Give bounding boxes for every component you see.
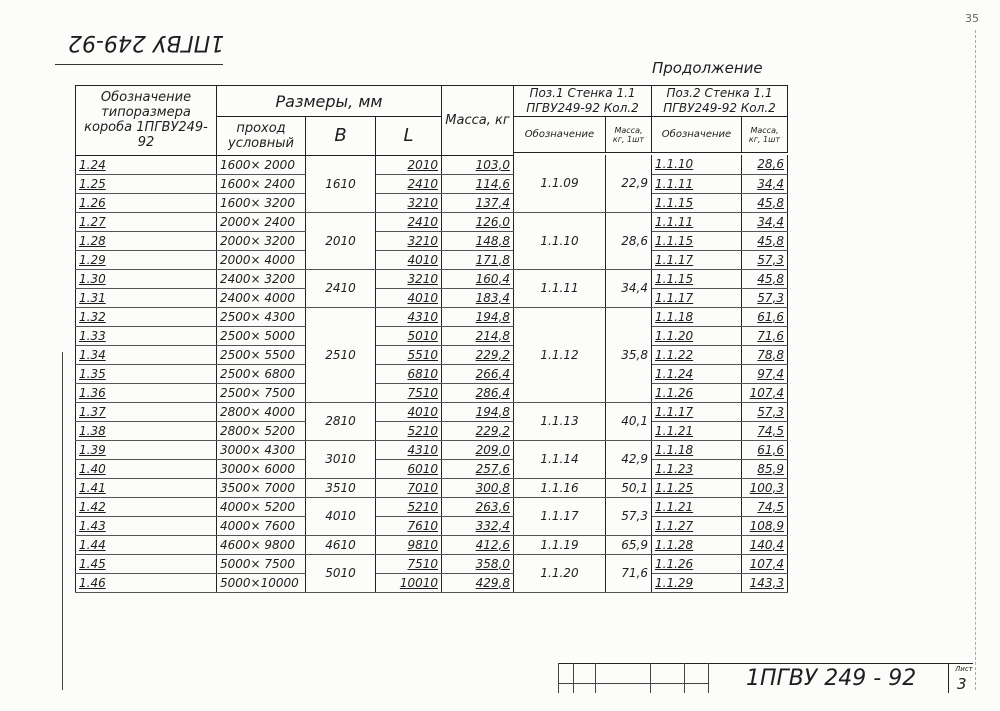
- cell-b: 2010: [306, 212, 376, 269]
- table-row: [76, 269, 788, 288]
- cell-passage: 2000× 3200: [217, 231, 306, 250]
- header-pos2-mass: Масса, кг, 1шт: [742, 117, 788, 153]
- cell-mass: 194,8: [442, 307, 514, 326]
- cell-passage: 5000× 7500: [217, 554, 306, 573]
- cell-mass: 148,8: [442, 231, 514, 250]
- cell-l: 5010: [376, 326, 442, 345]
- cell-pos2-designation: 1.1.17: [652, 250, 742, 269]
- header-passage: проход условный: [217, 117, 306, 156]
- cell-pos1-mass: 34,4: [606, 269, 652, 307]
- header-b: B: [306, 117, 376, 156]
- cell-b: 2810: [306, 402, 376, 440]
- cell-l: 7510: [376, 554, 442, 573]
- cell-passage: 3000× 6000: [217, 459, 306, 478]
- cell-l: 5510: [376, 345, 442, 364]
- cell-mass: 266,4: [442, 364, 514, 383]
- cell-pos2-designation: 1.1.15: [652, 231, 742, 250]
- cell-pos2-designation: 1.1.21: [652, 497, 742, 516]
- cell-pos2-designation: 1.1.20: [652, 326, 742, 345]
- dimensions-table: [75, 85, 788, 593]
- cell-pos1-mass: 42,9: [606, 440, 652, 478]
- cell-pos2-designation: 1.1.21: [652, 421, 742, 440]
- cell-pos2-mass: 34,4: [742, 212, 788, 231]
- title-block-cells: [558, 663, 708, 693]
- cell-pos2-mass: 45,8: [742, 193, 788, 212]
- cell-pos2-mass: 85,9: [742, 459, 788, 478]
- cell-code: 1.32: [76, 307, 217, 326]
- cell-mass: 183,4: [442, 288, 514, 307]
- table-row: [76, 478, 788, 497]
- cell-code: 1.40: [76, 459, 217, 478]
- cell-code: 1.35: [76, 364, 217, 383]
- cell-pos2-designation: 1.1.29: [652, 573, 742, 592]
- cell-code: 1.43: [76, 516, 217, 535]
- cell-pos2-mass: 107,4: [742, 383, 788, 402]
- cell-l: 2410: [376, 174, 442, 193]
- sheet-number: 3: [957, 675, 967, 693]
- cell-pos2-designation: 1.1.28: [652, 535, 742, 554]
- cell-pos1-designation: 1.1.17: [514, 497, 606, 535]
- cell-b: 4610: [306, 535, 376, 554]
- table-row: [76, 516, 788, 535]
- cell-l: 3210: [376, 193, 442, 212]
- cell-b: 3010: [306, 440, 376, 478]
- cell-code: 1.28: [76, 231, 217, 250]
- cell-passage: 2500× 5000: [217, 326, 306, 345]
- cell-code: 1.27: [76, 212, 217, 231]
- cell-mass: 126,0: [442, 212, 514, 231]
- cell-passage: 1600× 2400: [217, 174, 306, 193]
- cell-mass: 332,4: [442, 516, 514, 535]
- table-row: [76, 440, 788, 459]
- cell-passage: 1600× 3200: [217, 193, 306, 212]
- cell-pos2-designation: 1.1.15: [652, 193, 742, 212]
- cell-mass: 300,8: [442, 478, 514, 497]
- cell-mass: 429,8: [442, 573, 514, 592]
- header-pos2: Поз.2 Стенка 1.1 ПГВУ249-92 Кол.2: [652, 86, 788, 117]
- table-row: [76, 535, 788, 554]
- cell-pos2-designation: 1.1.10: [652, 155, 742, 174]
- cell-pos2-designation: 1.1.17: [652, 402, 742, 421]
- table-row: [76, 307, 788, 326]
- cell-pos2-mass: 74,5: [742, 497, 788, 516]
- cell-passage: 3500× 7000: [217, 478, 306, 497]
- cell-l: 4310: [376, 440, 442, 459]
- cell-pos2-mass: 100,3: [742, 478, 788, 497]
- cell-mass: 171,8: [442, 250, 514, 269]
- cell-mass: 103,0: [442, 155, 514, 174]
- cell-pos1-mass: 57,3: [606, 497, 652, 535]
- cell-code: 1.26: [76, 193, 217, 212]
- cell-pos2-designation: 1.1.11: [652, 212, 742, 231]
- table-row: [76, 573, 788, 592]
- header-pos1: Поз.1 Стенка 1.1 ПГВУ249-92 Кол.2: [514, 86, 652, 117]
- cell-passage: 2500× 6800: [217, 364, 306, 383]
- header-pos1-mass: Масса, кг, 1шт: [606, 117, 652, 153]
- cell-pos2-mass: 78,8: [742, 345, 788, 364]
- sheet-label: Лист: [955, 665, 973, 673]
- title-block-code: 1ПГВУ 249 - 92: [746, 666, 917, 691]
- cell-l: 7010: [376, 478, 442, 497]
- cell-code: 1.42: [76, 497, 217, 516]
- cell-l: 9810: [376, 535, 442, 554]
- cell-l: 2410: [376, 212, 442, 231]
- cell-passage: 2400× 4000: [217, 288, 306, 307]
- table-row: [76, 193, 788, 212]
- cell-l: 10010: [376, 573, 442, 592]
- cell-passage: 4000× 7600: [217, 516, 306, 535]
- cell-pos1-designation: 1.1.19: [514, 535, 606, 554]
- cell-code: 1.33: [76, 326, 217, 345]
- cell-code: 1.34: [76, 345, 217, 364]
- cell-pos2-designation: 1.1.18: [652, 440, 742, 459]
- corner-mark: 35: [965, 12, 979, 25]
- cell-pos2-designation: 1.1.17: [652, 288, 742, 307]
- header-pos1-designation: Обозначение: [514, 117, 606, 153]
- cell-mass: 263,6: [442, 497, 514, 516]
- cell-l: 4010: [376, 288, 442, 307]
- cell-pos1-designation: 1.1.20: [514, 554, 606, 592]
- cell-passage: 5000×10000: [217, 573, 306, 592]
- cell-code: 1.41: [76, 478, 217, 497]
- cell-pos2-mass: 61,6: [742, 307, 788, 326]
- cell-l: 5210: [376, 497, 442, 516]
- cell-b: 2410: [306, 269, 376, 307]
- document-code-rotated: 1ПГВУ 249-92: [68, 30, 225, 55]
- cell-code: 1.45: [76, 554, 217, 573]
- cell-pos2-mass: 140,4: [742, 535, 788, 554]
- cell-passage: 2800× 5200: [217, 421, 306, 440]
- cell-pos2-mass: 71,6: [742, 326, 788, 345]
- cell-code: 1.25: [76, 174, 217, 193]
- header-designation: Обозначение типоразмера короба 1ПГВУ249-92: [76, 86, 217, 156]
- cell-b: 3510: [306, 478, 376, 497]
- cell-pos1-mass: 71,6: [606, 554, 652, 592]
- side-stamp-strip: [32, 352, 63, 690]
- cell-l: 4310: [376, 307, 442, 326]
- cell-code: 1.31: [76, 288, 217, 307]
- cell-mass: 114,6: [442, 174, 514, 193]
- title-block-row-line: [558, 683, 708, 684]
- cell-passage: 2500× 4300: [217, 307, 306, 326]
- table-row: [76, 288, 788, 307]
- cell-pos1-mass: 65,9: [606, 535, 652, 554]
- cell-pos2-mass: 28,6: [742, 155, 788, 174]
- cell-pos1-mass: 40,1: [606, 402, 652, 440]
- table-row: [76, 554, 788, 573]
- table-row: [76, 155, 788, 174]
- cell-mass: 229,2: [442, 421, 514, 440]
- cell-passage: 2400× 3200: [217, 269, 306, 288]
- cell-l: 6810: [376, 364, 442, 383]
- cell-l: 7610: [376, 516, 442, 535]
- cell-code: 1.36: [76, 383, 217, 402]
- cell-pos2-mass: 45,8: [742, 269, 788, 288]
- cell-pos2-designation: 1.1.15: [652, 269, 742, 288]
- cell-pos1-designation: 1.1.12: [514, 307, 606, 402]
- cell-pos2-designation: 1.1.26: [652, 383, 742, 402]
- cell-mass: 257,6: [442, 459, 514, 478]
- cell-b: 1610: [306, 155, 376, 212]
- cell-l: 4010: [376, 402, 442, 421]
- table-row: [76, 402, 788, 421]
- cell-code: 1.39: [76, 440, 217, 459]
- header-l: L: [376, 117, 442, 156]
- cell-mass: 229,2: [442, 345, 514, 364]
- cell-code: 1.24: [76, 155, 217, 174]
- table-row: [76, 326, 788, 345]
- cell-l: 2010: [376, 155, 442, 174]
- cell-mass: 209,0: [442, 440, 514, 459]
- cell-passage: 2000× 4000: [217, 250, 306, 269]
- cell-pos2-mass: 108,9: [742, 516, 788, 535]
- cell-passage: 4000× 5200: [217, 497, 306, 516]
- table-row: [76, 345, 788, 364]
- cell-pos2-mass: 57,3: [742, 288, 788, 307]
- cell-pos1-mass: 35,8: [606, 307, 652, 402]
- header-mass: Масса, кг: [442, 86, 514, 156]
- cell-pos1-designation: 1.1.10: [514, 212, 606, 269]
- cell-b: 4010: [306, 497, 376, 535]
- cell-pos1-designation: 1.1.14: [514, 440, 606, 478]
- cell-code: 1.29: [76, 250, 217, 269]
- cell-pos2-designation: 1.1.25: [652, 478, 742, 497]
- cell-passage: 2000× 2400: [217, 212, 306, 231]
- cell-l: 5210: [376, 421, 442, 440]
- table-row: [76, 231, 788, 250]
- cell-pos2-designation: 1.1.18: [652, 307, 742, 326]
- cell-code: 1.44: [76, 535, 217, 554]
- cell-pos1-designation: 1.1.16: [514, 478, 606, 497]
- cell-pos2-mass: 45,8: [742, 231, 788, 250]
- cell-l: 3210: [376, 269, 442, 288]
- cell-mass: 194,8: [442, 402, 514, 421]
- cell-pos2-mass: 57,3: [742, 402, 788, 421]
- table-row: [76, 364, 788, 383]
- cell-pos2-mass: 61,6: [742, 440, 788, 459]
- header-dimensions: Размеры, мм: [217, 86, 442, 117]
- table-row: [76, 421, 788, 440]
- cell-b: 2510: [306, 307, 376, 402]
- cell-pos2-designation: 1.1.27: [652, 516, 742, 535]
- cell-l: 7510: [376, 383, 442, 402]
- cell-code: 1.46: [76, 573, 217, 592]
- table-row: [76, 212, 788, 231]
- cell-pos2-mass: 57,3: [742, 250, 788, 269]
- table-row: [76, 250, 788, 269]
- cell-b: 5010: [306, 554, 376, 592]
- table-row: [76, 174, 788, 193]
- cell-pos2-designation: 1.1.24: [652, 364, 742, 383]
- cell-pos1-designation: 1.1.09: [514, 155, 606, 212]
- cell-pos2-mass: 34,4: [742, 174, 788, 193]
- table-row: [76, 459, 788, 478]
- frame-right-border: [975, 30, 976, 690]
- cell-pos2-mass: 74,5: [742, 421, 788, 440]
- cell-mass: 358,0: [442, 554, 514, 573]
- cell-pos1-designation: 1.1.11: [514, 269, 606, 307]
- cell-pos2-mass: 97,4: [742, 364, 788, 383]
- cell-code: 1.37: [76, 402, 217, 421]
- cell-passage: 2800× 4000: [217, 402, 306, 421]
- cell-pos2-designation: 1.1.23: [652, 459, 742, 478]
- cell-mass: 412,6: [442, 535, 514, 554]
- cell-l: 6010: [376, 459, 442, 478]
- continuation-label: Продолжение: [652, 59, 763, 77]
- cell-pos1-mass: 28,6: [606, 212, 652, 269]
- cell-pos2-designation: 1.1.26: [652, 554, 742, 573]
- cell-passage: 1600× 2000: [217, 155, 306, 174]
- cell-pos1-designation: 1.1.13: [514, 402, 606, 440]
- table-row: [76, 497, 788, 516]
- cell-pos2-mass: 107,4: [742, 554, 788, 573]
- header-pos2-designation: Обозначение: [652, 117, 742, 153]
- cell-mass: 286,4: [442, 383, 514, 402]
- cell-code: 1.38: [76, 421, 217, 440]
- cell-l: 4010: [376, 250, 442, 269]
- cell-mass: 214,8: [442, 326, 514, 345]
- cell-l: 3210: [376, 231, 442, 250]
- cell-pos1-mass: 50,1: [606, 478, 652, 497]
- cell-pos2-designation: 1.1.11: [652, 174, 742, 193]
- cell-passage: 3000× 4300: [217, 440, 306, 459]
- top-code-underline: [55, 64, 223, 65]
- cell-mass: 160,4: [442, 269, 514, 288]
- table-row: [76, 383, 788, 402]
- cell-passage: 2500× 5500: [217, 345, 306, 364]
- cell-pos1-mass: 22,9: [606, 155, 652, 212]
- cell-passage: 4600× 9800: [217, 535, 306, 554]
- cell-code: 1.30: [76, 269, 217, 288]
- cell-pos2-designation: 1.1.22: [652, 345, 742, 364]
- cell-pos2-mass: 143,3: [742, 573, 788, 592]
- cell-passage: 2500× 7500: [217, 383, 306, 402]
- cell-mass: 137,4: [442, 193, 514, 212]
